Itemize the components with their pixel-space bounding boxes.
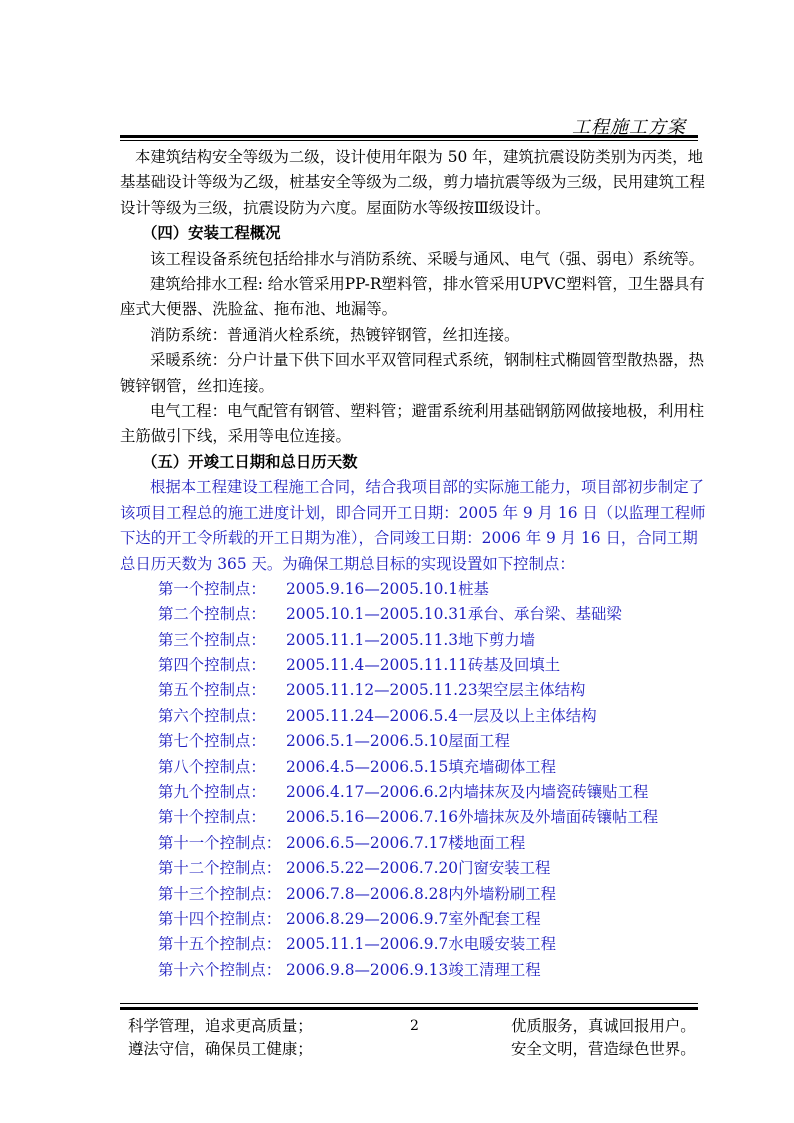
section-heading-installation: （四）安装工程概况 bbox=[142, 224, 281, 243]
section-heading-schedule: （五）开竣工日期和总日历天数 bbox=[142, 452, 358, 471]
control-point-work: 一层及以上主体结构 bbox=[458, 706, 597, 725]
control-point-work: 竣工清理工程 bbox=[448, 960, 541, 979]
control-point-item bbox=[158, 907, 710, 932]
control-point-label: 第十六个控制点： bbox=[158, 960, 282, 979]
control-point-work: 桩基 bbox=[458, 579, 489, 598]
control-point-item bbox=[158, 958, 710, 983]
control-point-item bbox=[158, 882, 710, 907]
control-point-item bbox=[158, 577, 710, 602]
control-point-label: 第一个控制点： bbox=[158, 579, 266, 598]
installation-paragraph-3: 消防系统：普通消火栓系统，热镀锌钢管，丝扣连接。 bbox=[150, 325, 520, 344]
footer-left-motto bbox=[128, 1015, 313, 1061]
control-point-label: 第六个控制点： bbox=[158, 706, 266, 725]
control-point-period: 2006.5.22—2006.7.20 bbox=[286, 859, 459, 878]
control-point-work: 楼地面工程 bbox=[448, 833, 526, 852]
control-point-period: 2005.11.1—2006.9.7 bbox=[286, 935, 449, 954]
control-point-label: 第十个控制点： bbox=[158, 808, 266, 827]
footer-right-line-2: 安全文明，营造绿色世界。 bbox=[511, 1040, 696, 1058]
control-point-label: 第五个控制点： bbox=[158, 681, 266, 700]
control-point-period: 2006.5.1—2006.5.10 bbox=[286, 732, 449, 751]
control-point-work: 水电暖安装工程 bbox=[448, 935, 557, 954]
control-point-work: 内外墙粉刷工程 bbox=[448, 884, 557, 903]
control-point-item bbox=[158, 653, 710, 678]
control-point-period: 2006.4.5—2006.5.15 bbox=[286, 757, 449, 776]
control-point-period: 2005.11.4—2005.11.11 bbox=[286, 656, 468, 675]
control-point-label: 第三个控制点： bbox=[158, 630, 266, 649]
control-point-period: 2006.9.8—2006.9.13 bbox=[286, 960, 449, 979]
control-point-label: 第十一个控制点： bbox=[158, 833, 282, 852]
installation-paragraph-5: 电气工程：电气配管有钢管、塑料管；避雷系统利用基础钢筋网做接地极，利用柱主筋做引下线，采用等电位连接。 bbox=[120, 402, 705, 446]
control-point-period: 2005.11.1—2005.11.3 bbox=[286, 630, 459, 649]
control-point-period: 2006.5.16—2006.7.16 bbox=[286, 808, 459, 827]
control-point-period: 2006.6.5—2006.7.17 bbox=[286, 833, 449, 852]
installation-paragraph-2: 建筑给排水工程: 给水管采用PP-R塑料管，排水管采用UPVC塑料管，卫生器具有座式大便器、洗脸盆、拖布池、地漏等。 bbox=[120, 275, 705, 319]
control-point-item bbox=[158, 729, 710, 754]
header-rule bbox=[120, 135, 698, 138]
control-point-period: 2005.11.24—2006.5.4 bbox=[286, 706, 459, 725]
control-point-period: 2005.10.1—2005.10.31 bbox=[286, 605, 468, 624]
control-point-period: 2005.9.16—2005.10.1 bbox=[286, 579, 459, 598]
installation-paragraph-1: 该工程设备系统包括给排水与消防系统、采暖与通风、电气（强、弱电）系统等。 bbox=[150, 249, 705, 268]
control-point-label: 第九个控制点： bbox=[158, 783, 266, 802]
footer-rule bbox=[120, 1007, 698, 1010]
control-point-label: 第十四个控制点： bbox=[158, 909, 282, 928]
control-point-item bbox=[158, 602, 710, 627]
control-point-label: 第二个控制点： bbox=[158, 605, 266, 624]
control-point-item bbox=[158, 831, 710, 856]
control-point-work: 架空层主体结构 bbox=[477, 681, 586, 700]
installation-paragraph-4: 采暖系统：分户计量下供下回水平双管同程式系统，钢制柱式椭圆管型散热器，热镀锌钢管，丝扣连接。 bbox=[120, 351, 705, 395]
footer-left-line-2: 遵法守信，确保员工健康； bbox=[128, 1040, 313, 1058]
control-point-item bbox=[158, 805, 710, 830]
schedule-paragraph: 根据本工程建设工程施工合同，结合我项目部的实际施工能力，项目部初步制定了该项目工程总的施工进度计划，即合同开工日期：2005 年 9 月 16 日（以监理工程师下达的开工令所载的开工日期为准），合同竣工日期：2006 年 9 月 16 日，合同工期总日历天数为 365 天。为确保工期总目标的实现设置如下控制点： bbox=[120, 478, 706, 573]
control-point-work: 外墙抹灰及外墙面砖镶帖工程 bbox=[458, 808, 659, 827]
control-point-item bbox=[158, 856, 710, 881]
intro-paragraph: 本建筑结构安全等级为二级，设计使用年限为 50 年，建筑抗震设防类别为丙类，地基基础设计等级为乙级，桩基安全等级为二级，剪力墙抗震等级为三级，民用建筑工程设计等级为三级，抗震设防为六度。屋面防水等级按Ⅲ级设计。 bbox=[120, 148, 705, 217]
control-point-period: 2005.11.12—2005.11.23 bbox=[286, 681, 478, 700]
control-point-work: 内墙抹灰及内墙瓷砖镶贴工程 bbox=[448, 783, 649, 802]
control-point-item bbox=[158, 932, 710, 957]
page-number: 2 bbox=[410, 1018, 419, 1034]
control-point-label: 第四个控制点： bbox=[158, 656, 266, 675]
control-point-label: 第八个控制点： bbox=[158, 757, 266, 776]
control-point-work: 砖基及回填土 bbox=[467, 656, 561, 675]
footer-left-line-1: 科学管理，追求更高质量； bbox=[128, 1017, 313, 1035]
control-point-label: 第七个控制点： bbox=[158, 732, 266, 751]
control-point-item bbox=[158, 755, 710, 780]
header-title: 工程施工方案 bbox=[572, 117, 686, 138]
control-point-list bbox=[120, 577, 710, 983]
control-point-period: 2006.4.17—2006.6.2 bbox=[286, 783, 449, 802]
footer-right-motto bbox=[511, 1015, 696, 1061]
control-point-label: 第十二个控制点： bbox=[158, 859, 282, 878]
control-point-label: 第十五个控制点： bbox=[158, 935, 282, 954]
control-point-work: 屋面工程 bbox=[448, 732, 510, 751]
control-point-work: 承台、承台梁、基础梁 bbox=[467, 605, 622, 624]
control-point-work: 门窗安装工程 bbox=[458, 859, 551, 878]
control-point-item bbox=[158, 628, 710, 653]
control-point-period: 2006.8.29—2006.9.7 bbox=[286, 909, 449, 928]
footer-rule-thin bbox=[120, 1003, 698, 1004]
document-body bbox=[120, 145, 710, 983]
header-rule-thin bbox=[120, 140, 698, 141]
control-point-work: 地下剪力墙 bbox=[458, 630, 536, 649]
control-point-item bbox=[158, 704, 710, 729]
control-point-work: 填充墙砌体工程 bbox=[448, 757, 557, 776]
control-point-work: 室外配套工程 bbox=[448, 909, 541, 928]
footer-right-line-1: 优质服务，真诚回报用户。 bbox=[511, 1017, 696, 1035]
control-point-item bbox=[158, 678, 710, 703]
control-point-label: 第十三个控制点： bbox=[158, 884, 282, 903]
control-point-period: 2006.7.8—2006.8.28 bbox=[286, 884, 449, 903]
control-point-item bbox=[158, 780, 710, 805]
